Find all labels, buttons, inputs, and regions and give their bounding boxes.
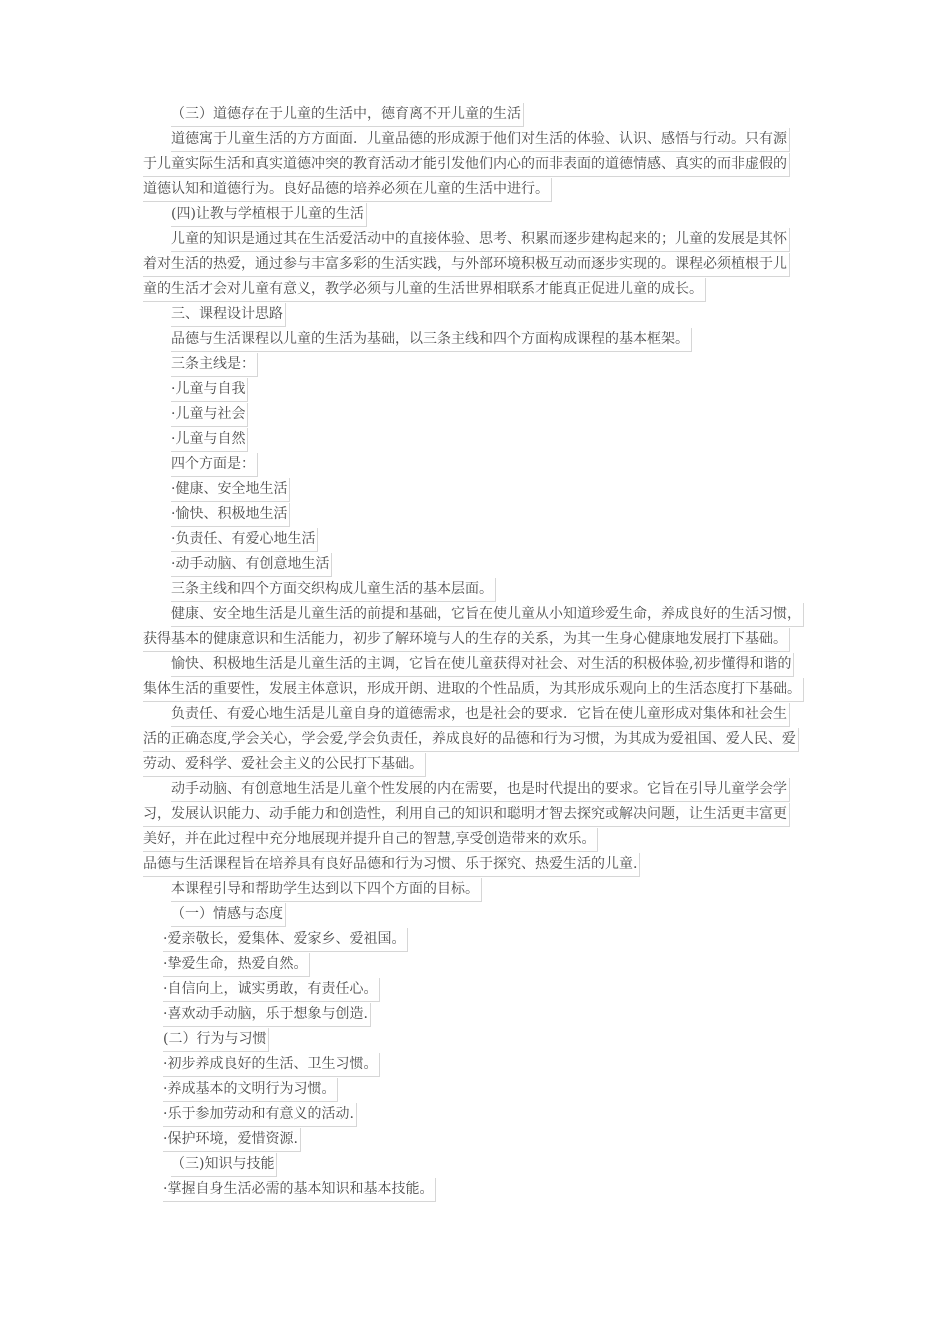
text-line-content: 道德寓于儿童生活的方方面面．儿童品德的形成源于他们对生活的体验、认识、感悟与行动。只有源 (171, 128, 790, 152)
text-line (143, 177, 815, 202)
text-line (143, 327, 815, 352)
text-line-content: 负责任、有爱心地生活是儿童自身的道德需求，也是社会的要求．它旨在使儿童形成对集体和社会生 (171, 703, 790, 727)
text-line-content: ·儿童与自我 (171, 378, 248, 402)
text-line (143, 102, 815, 127)
text-line (143, 427, 815, 452)
text-line (143, 252, 815, 277)
text-line (143, 1077, 815, 1102)
text-line-content: 三条主线是： (171, 353, 258, 377)
text-line-content: 美好，并在此过程中充分地展现并提升自己的智慧,享受创造带来的欢乐。 (143, 828, 598, 852)
text-line-content: ·挚爱生命，热爱自然。 (163, 953, 310, 977)
text-line-content: ·动手动脑、有创意地生活 (171, 553, 332, 577)
text-line (143, 227, 815, 252)
text-line (143, 952, 815, 977)
text-line-content: ·掌握自身生活必需的基本知识和基本技能。 (163, 1178, 436, 1202)
text-line-content: （三)知识与技能 (171, 1153, 277, 1177)
text-line-content: 习，发展认识能力、动手能力和创造性，利用自己的知识和聪明才智去探究或解决问题，让生活更丰富更 (143, 803, 790, 827)
text-line-content: （三）道德存在于儿童的生活中，德育离不开儿童的生活 (171, 103, 524, 127)
text-line (143, 827, 815, 852)
text-line (143, 552, 815, 577)
text-line (143, 1102, 815, 1127)
text-line-content: 三条主线和四个方面交织构成儿童生活的基本层面。 (171, 578, 496, 602)
text-line (143, 752, 815, 777)
text-line (143, 352, 815, 377)
text-line-content: 三、课程设计思路 (171, 303, 286, 327)
text-line-content: 劳动、爱科学、爱社会主义的公民打下基础。 (143, 753, 426, 777)
text-line-content: ·负责任、有爱心地生活 (171, 528, 318, 552)
text-line-content: 四个方面是： (171, 453, 258, 477)
text-line-content: 于儿童实际生活和真实道德冲突的教育活动才能引发他们内心的而非表面的道德情感、真实的而非虚假的 (143, 153, 790, 177)
text-line (143, 727, 815, 752)
text-line (143, 127, 815, 152)
text-line (143, 477, 815, 502)
text-line (143, 1177, 815, 1202)
text-line-content: ·喜欢动手动脑，乐于想象与创造. (163, 1003, 371, 1027)
text-line-content: ·儿童与社会 (171, 403, 248, 427)
text-line-content: ·自信向上，诚实勇敢，有责任心。 (163, 978, 380, 1002)
text-line (143, 377, 815, 402)
text-line (143, 877, 815, 902)
text-line (143, 977, 815, 1002)
document-body (143, 102, 815, 1202)
text-line (143, 652, 815, 677)
text-line-content: ·乐于参加劳动和有意义的活动. (163, 1103, 357, 1127)
text-line (143, 277, 815, 302)
text-line-content: 本课程引导和帮助学生达到以下四个方面的目标。 (171, 878, 482, 902)
text-line (143, 777, 815, 802)
text-line (143, 402, 815, 427)
text-line-content: (二）行为与习惯 (163, 1028, 269, 1052)
text-line (143, 802, 815, 827)
text-line-content: 动手动脑、有创意地生活是儿童个性发展的内在需要，也是时代提出的要求。它旨在引导儿童学会学 (171, 778, 790, 802)
text-line-content: 获得基本的健康意识和生活能力，初步了解环境与人的生存的关系，为其一生身心健康地发展打下基础。 (143, 628, 790, 652)
text-line-content: ·养成基本的文明行为习惯。 (163, 1078, 338, 1102)
text-line (143, 452, 815, 477)
text-line-content: 童的生活才会对儿童有意义，教学必须与儿童的生活世界相联系才能真正促进儿童的成长。 (143, 278, 706, 302)
text-line-content: 着对生活的热爱，通过参与丰富多彩的生活实践，与外部环境积极互动而逐步实现的。课程必须植根于儿 (143, 253, 790, 277)
text-line (143, 1152, 815, 1177)
text-line-content: （一）情感与态度 (171, 903, 286, 927)
text-line (143, 927, 815, 952)
text-line (143, 1052, 815, 1077)
text-line-content: ·爱亲敬长，爱集体、爱家乡、爱祖国。 (163, 928, 408, 952)
text-line (143, 302, 815, 327)
text-line-content: 活的正确态度,学会关心，学会爱,学会负责任，养成良好的品德和行为习惯，为其成为爱祖国、爱人民、爱 (143, 728, 799, 752)
text-line (143, 627, 815, 652)
text-line (143, 577, 815, 602)
text-line (143, 502, 815, 527)
text-line (143, 702, 815, 727)
text-line-content: ·初步养成良好的生活、卫生习惯。 (163, 1053, 380, 1077)
text-line-content: ·愉快、积极地生活 (171, 503, 290, 527)
text-line-content: ·儿童与自然 (171, 428, 248, 452)
text-line-content: (四)让教与学植根于儿童的生活 (171, 203, 367, 227)
text-line-content: 品德与生活课程旨在培养具有良好品德和行为习惯、乐于探究、热爱生活的儿童. (143, 853, 640, 877)
text-line-content: ·保护环境，爱惜资源. (163, 1128, 301, 1152)
text-line (143, 202, 815, 227)
text-line (143, 1027, 815, 1052)
text-line (143, 902, 815, 927)
text-line-content: ·健康、安全地生活 (171, 478, 290, 502)
text-line-content: 品德与生活课程以儿童的生活为基础，以三条主线和四个方面构成课程的基本框架。 (171, 328, 692, 352)
text-line-content: 集体生活的重要性，发展主体意识，形成开朗、进取的个性品质，为其形成乐观向上的生活态度打下基础。 (143, 678, 804, 702)
text-line-content: 道德认知和道德行为。良好品德的培养必须在儿童的生活中进行。 (143, 178, 552, 202)
text-line (143, 852, 815, 877)
text-line-content: 儿童的知识是通过其在生活爱活动中的直接体验、思考、积累而逐步建构起来的；儿童的发展是其怀 (171, 228, 790, 252)
text-line (143, 152, 815, 177)
text-line (143, 527, 815, 552)
text-line (143, 602, 815, 627)
text-line-content: 健康、安全地生活是儿童生活的前提和基础，它旨在使儿童从小知道珍爱生命，养成良好的生活习惯， (171, 603, 804, 627)
text-line-content: 愉快、积极地生活是儿童生活的主调，它旨在使儿童获得对社会、对生活的积极体验,初步懂得和谐的 (171, 653, 794, 677)
text-line (143, 677, 815, 702)
text-line (143, 1127, 815, 1152)
text-line (143, 1002, 815, 1027)
